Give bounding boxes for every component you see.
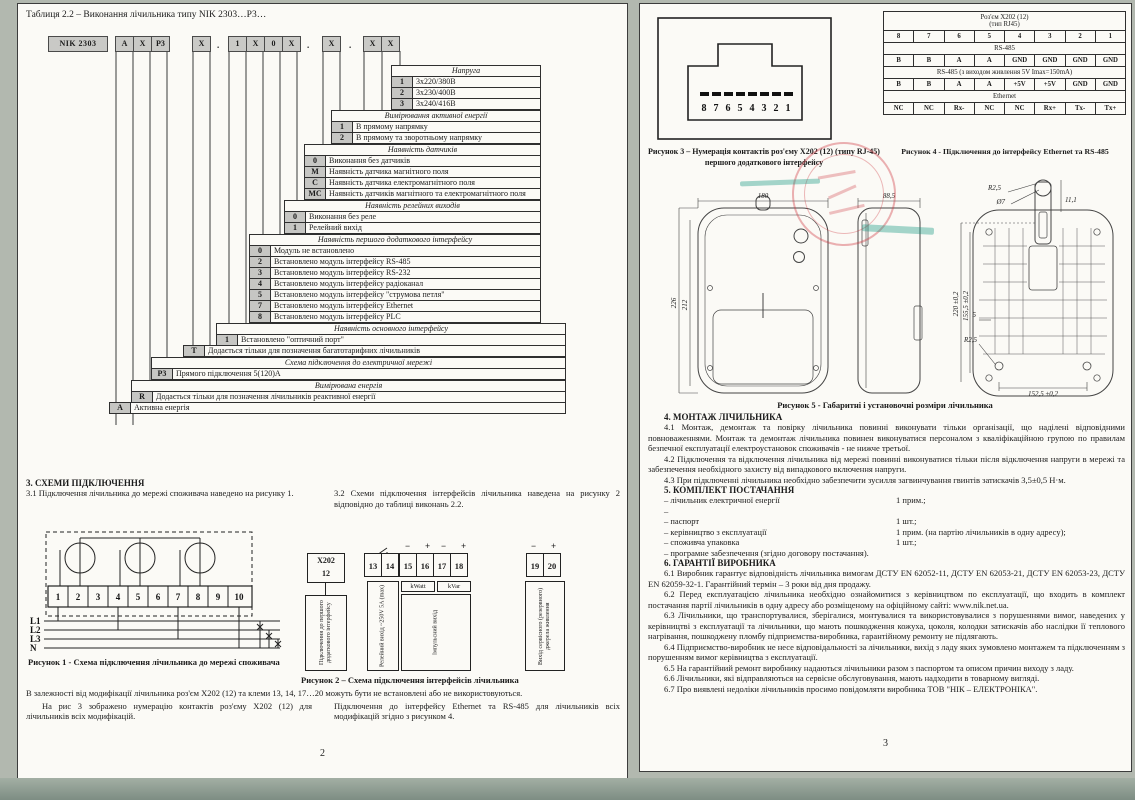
row-desc: Прямого підключення 5(120)А <box>172 368 566 380</box>
supply-list-item <box>648 548 1125 559</box>
terminal-cell: 14 <box>381 553 399 577</box>
section-6-paragraph: 6.6 Лічильники, які відправляються на сервісне обслуговування, мають надходити в товарному вигляді. <box>664 673 1040 683</box>
note-col-1: На рис 3 зображено нумерацію контактів роз'єму Х202 (12) для лічильників всіх модифікацій. <box>26 700 312 721</box>
section-6-paragraph: 6.2 Перед експлуатацією лічильника необхідно ознайомитися з керівництвом по експлуатації, що входить в комплект постачання партії лічильників в одну адресу або розміщеному на офіційному сайті: www.nik.net.ua. <box>648 589 1125 610</box>
table-2-2-title: Таблиця 2.2 – Виконання лічильника типу NIK 2303…Р3… <box>26 10 267 20</box>
rs485-5v-value-cell: +5V <box>1034 78 1065 91</box>
rs485-5v-values-row <box>884 79 1126 91</box>
supply-list-item <box>648 527 1125 538</box>
row-desc: В прямому напрямку <box>352 121 541 133</box>
row-desc: Додається тільки для позначення лічильників реактивної енергії <box>152 391 566 403</box>
section-header: Напруга <box>391 65 541 77</box>
ethernet-value-cell: NC <box>1004 102 1035 115</box>
item-quantity: 1 прим.; <box>896 495 926 505</box>
row-desc: Встановлено модуль інтерфейсу PLC <box>270 311 541 323</box>
item-quantity: 1 шт.; <box>896 537 917 547</box>
rs485-5v-value-cell: GND <box>1095 78 1126 91</box>
row-code: А <box>109 402 131 414</box>
pin-number-cell: 5 <box>974 30 1005 43</box>
row-code: 1 <box>284 222 306 234</box>
svg-text:L2: L2 <box>30 625 41 635</box>
minus-sign: − <box>441 541 447 551</box>
plus-sign: + <box>551 541 557 551</box>
kvar-label: kVar <box>437 581 471 592</box>
rj45-connector-figure <box>656 16 834 142</box>
row-code: Р3 <box>151 368 173 380</box>
terminal-cell: 16 <box>416 553 434 577</box>
row-code: 5 <box>249 289 271 301</box>
model-code-box: NIK 2303 <box>48 36 108 52</box>
impulse-terminals <box>400 553 468 577</box>
section-multitariff-marker <box>183 345 566 357</box>
x202-pinout-table <box>884 12 1126 115</box>
svg-text:Ø7: Ø7 <box>996 198 1005 206</box>
svg-text:3: 3 <box>95 592 101 602</box>
item-dash: – <box>664 516 669 526</box>
terminal-cell: 18 <box>450 553 468 577</box>
type-code-cell: А <box>115 36 134 52</box>
pin-number-cell: 2 <box>1065 30 1096 43</box>
section-header: Вимірювання активної енергії <box>331 110 541 122</box>
page-number-3: 3 <box>883 738 888 749</box>
section-header: Схема підключення до електричної мережі <box>151 357 566 369</box>
figure-1-wiring-diagram <box>28 530 296 667</box>
svg-text:11,1: 11,1 <box>1065 196 1077 204</box>
svg-text:5: 5 <box>737 103 743 114</box>
svg-text:R2,5: R2,5 <box>987 184 1001 192</box>
type-code-group-1 <box>116 36 170 52</box>
section-6-paragraph: 6.4 Підприємство-виробник не несе відповідальності за лічильники, вихід з ладу яких зумовлено монтажем та підключенням з порушенням вимог керівництва з експлуатації. <box>648 641 1125 662</box>
type-code-cell: Х <box>133 36 152 52</box>
svg-text:7: 7 <box>713 103 719 114</box>
type-row <box>284 222 541 234</box>
section-5-heading: 5. КОМПЛЕКТ ПОСТАЧАННЯ <box>664 485 795 495</box>
row-desc: В прямому та зворотньому напрямку <box>352 132 541 144</box>
svg-text:9: 9 <box>215 592 221 602</box>
section-3-connection-schemes <box>26 478 620 509</box>
row-desc: Встановлено модуль інтерфейсу RS-232 <box>270 267 541 279</box>
svg-text:N: N <box>30 643 37 652</box>
ethernet-value-cell: NC <box>974 102 1005 115</box>
row-code: 2 <box>391 87 413 99</box>
svg-text:4: 4 <box>749 103 755 114</box>
type-code-cell: 1 <box>228 36 247 52</box>
page-number-2: 2 <box>320 748 325 759</box>
type-row <box>151 368 566 380</box>
code-separator-dot: . <box>307 40 310 50</box>
row-code: МС <box>304 188 326 200</box>
section-4-paragraph: 4.3 При підключенні лічильника необхідно забезпечити зусилля загвинчування гвинтів затискачів 3,5±0,5 Н·м. <box>664 474 1066 485</box>
wire <box>325 583 326 595</box>
ethernet-value-cell: Tx+ <box>1095 102 1126 115</box>
svg-text:1: 1 <box>55 592 61 602</box>
relay-terminals <box>365 553 399 577</box>
rs485-value-cell: GND <box>1065 54 1096 67</box>
row-code: 7 <box>249 300 271 312</box>
plus-sign: + <box>461 541 467 551</box>
row-desc: Виконання без реле <box>305 211 541 223</box>
type-code-group-3 <box>229 36 301 52</box>
ethernet-value-cell: Tx- <box>1065 102 1096 115</box>
rs485-value-cell: GND <box>1034 54 1065 67</box>
item-label: лічильник електричної енергії <box>670 495 780 505</box>
item-quantity: 1 прим. (на партію лічильників в одну адресу); <box>896 526 1066 537</box>
section-3-heading: 3. СХЕМИ ПІДКЛЮЧЕННЯ <box>26 478 145 488</box>
row-code: 8 <box>249 311 271 323</box>
type-row <box>391 98 541 110</box>
row-code: 3 <box>249 267 271 279</box>
rs485-5v-value-cell: A <box>974 78 1005 91</box>
figure-4-caption: Рисунок 4 - Підключення до інтерфейсу Ethernet та RS-485 <box>901 147 1109 156</box>
scanned-page-2 <box>17 3 628 781</box>
type-row <box>183 345 566 357</box>
power-terminals <box>527 553 561 577</box>
pinout-title-line2: (тип RJ45) <box>989 21 1020 28</box>
code-separator-dot: . <box>217 40 220 50</box>
svg-text:152,5 ±0,2: 152,5 ±0,2 <box>1027 390 1059 398</box>
row-desc: 3х230/400В <box>412 87 541 99</box>
x202-label: X202 <box>317 556 335 565</box>
item-dash: – <box>664 495 669 505</box>
rs485-values-row <box>884 55 1126 67</box>
type-code-cell: Х <box>322 36 341 52</box>
type-row <box>249 311 541 323</box>
item-label: програмне забезпечення (згідно договору постачання). <box>670 547 869 558</box>
section-header: Наявність основного інтерфейсу <box>216 323 566 335</box>
relay-contact-icon <box>367 543 391 552</box>
type-code-cell: Х <box>282 36 301 52</box>
pin-number-cell: 3 <box>1034 30 1065 43</box>
type-designation-sections <box>109 65 566 414</box>
rs485-5v-value-cell: B <box>883 78 914 91</box>
row-code: 3 <box>391 98 413 110</box>
scanned-page-3 <box>639 3 1132 772</box>
ethernet-value-cell: NC <box>883 102 914 115</box>
supply-list-item <box>648 495 1125 506</box>
code-separator-dot: . <box>349 40 352 50</box>
section-6-paragraph: 6.3 Лічильники, що транспортувалися, зберігалися, монтувалися та використовувалися з порушеннями вимог, наведених у керівництві з експлуатації та лічильники, що мають пошкодження кожуха, цоколя, колодки затискачів або наслідки її теплового нагрівання, пошкоджену пломбу підприємства-виробника, гарантійному ремонту не підлягають. <box>648 610 1125 641</box>
row-code: 2 <box>331 132 353 144</box>
svg-text:2: 2 <box>75 592 81 602</box>
item-label: керівництво з експлуатації <box>670 526 767 537</box>
row-code: 1 <box>331 121 353 133</box>
section-header: Вимірювана енергія <box>131 380 566 392</box>
item-label: споживча упаковка <box>670 537 740 547</box>
section-sensors <box>304 144 541 200</box>
svg-text:3: 3 <box>761 103 767 114</box>
row-desc: Додається тільки для позначення багатотарифних лічильників <box>204 345 566 357</box>
pin-number-cell: 1 <box>1095 30 1126 43</box>
service-power-label: Вихід сервісного (резервного) джерела живлення <box>525 581 565 671</box>
ethernet-value-cell: Rx- <box>944 102 975 115</box>
section-active-energy <box>109 402 566 414</box>
item-quantity: 1 шт.; <box>896 516 917 526</box>
ethernet-values-row <box>884 103 1126 115</box>
rs485-value-cell: GND <box>1004 54 1035 67</box>
type-code-cell: Х <box>363 36 382 52</box>
rs485-5v-value-cell: A <box>944 78 975 91</box>
row-code: 2 <box>249 256 271 268</box>
pin-numbers-row <box>884 31 1126 43</box>
row-code: 4 <box>249 278 271 290</box>
rs485-value-cell: GND <box>1095 54 1126 67</box>
row-code: М <box>304 166 326 178</box>
section-4-paragraph: 4.1 Монтаж, демонтаж та повірку лічильника повинні виконувати тільки організації, що наділені відповідними повноваженнями. Монтаж та демонтаж лічильника повинен виконуватися персоналом з кваліфікаційною групою по правилам безпечної експлуатації електроустановок споживачів - не нижче третьої. <box>648 422 1125 453</box>
row-code: R <box>131 391 153 403</box>
type-row <box>109 402 566 414</box>
scanner-bed-strip <box>0 778 1135 800</box>
supply-list-item <box>648 516 1125 527</box>
section-first-additional-interface <box>249 234 541 323</box>
type-code-group-4 <box>323 36 341 52</box>
type-code-cell: Р3 <box>151 36 170 52</box>
type-row <box>304 188 541 200</box>
type-code-group-5 <box>364 36 400 52</box>
modification-notes <box>26 688 620 722</box>
rs485-label-row: RS-485 <box>883 42 1126 55</box>
section-main-interface <box>216 323 566 346</box>
rs485-5v-value-cell: +5V <box>1004 78 1035 91</box>
svg-text:155,5 ±0,2: 155,5 ±0,2 <box>962 290 970 322</box>
note-para-1: В залежності від модифікації лічильника роз'єм Х202 (12) та клеми 13, 14, 17…20 можуть бути не встановлені або не використовуються. <box>26 688 523 698</box>
figure-2-interfaces-diagram <box>301 525 613 690</box>
first-interface-connection-label: Підключення до першого додаткового інтерфейсу <box>305 595 347 671</box>
type-row <box>331 132 541 144</box>
item-dash: – <box>664 537 669 547</box>
svg-text:4: 4 <box>115 592 121 602</box>
svg-text:1: 1 <box>785 103 791 114</box>
row-code: С <box>304 177 326 189</box>
section-header: Наявність першого додаткового інтерфейсу <box>249 234 541 246</box>
minus-sign: − <box>531 541 537 551</box>
item-dash: – <box>664 505 669 516</box>
rs485-5v-value-cell: GND <box>1065 78 1096 91</box>
item-dash: – <box>664 547 669 558</box>
section-6-heading: 6. ГАРАНТІЇ ВИРОБНИКА <box>664 558 776 568</box>
section-6-paragraph: 6.1 Виробник гарантує відповідність лічильника вимогам ДСТУ EN 62052-11, ДСТУ EN 62053-21, ДСТУ EN 62053-23, ДСТУ EN 62059-32-1. Гарантійний термін – 3 роки від дня продажу. <box>648 568 1125 589</box>
row-desc: Наявність датчика електромагнітного поля <box>325 177 541 189</box>
para-3-2: 3.2 Схеми підключення інтерфейсів лічильника наведена на рисунку 2 відповідно до таблиці виконань 2.2. <box>334 488 620 509</box>
section-connection-scheme <box>151 357 566 380</box>
section-header: Наявність релейних виходів <box>284 200 541 212</box>
right-page-text <box>648 412 1125 694</box>
row-desc: 3х240/416В <box>412 98 541 110</box>
plus-sign: + <box>425 541 431 551</box>
row-code: 1 <box>216 334 238 346</box>
section-relay-outputs <box>284 200 541 234</box>
section-voltage <box>391 65 541 110</box>
pin-number-cell: 6 <box>944 30 975 43</box>
row-desc: Виконання без датчиків <box>325 155 541 167</box>
svg-text:8: 8 <box>701 103 707 114</box>
row-desc: Встановлено "оптичний порт" <box>237 334 566 346</box>
x202-number: 12 <box>322 569 330 578</box>
row-desc: 3х220/380В <box>412 76 541 88</box>
figure-1-schematic <box>28 530 296 652</box>
minus-sign: − <box>405 541 411 551</box>
svg-text:R2,5: R2,5 <box>963 336 977 344</box>
row-code: 0 <box>249 245 271 257</box>
ethernet-value-cell: NC <box>913 102 944 115</box>
section-4-heading: 4. МОНТАЖ ЛІЧИЛЬНИКА <box>664 412 783 422</box>
row-desc: Встановлено модуль інтерфейсу радіоканал <box>270 278 541 290</box>
pin-number-cell: 8 <box>883 30 914 43</box>
svg-text:220 ±0,2: 220 ±0,2 <box>952 291 960 317</box>
figure-3-caption-line1: Рисунок 3 – Нумерація контактів роз'єму Х202 (12) (типу RJ-45) <box>648 147 880 156</box>
section-6-paragraph: 6.7 Про виявлені недоліки лічильників просимо повідомляти виробника ТОВ "НІК – ЕЛЕКТРОНІКА". <box>664 683 1038 694</box>
type-code-cell: Х <box>246 36 265 52</box>
item-label: паспорт <box>670 516 700 526</box>
row-code: 0 <box>304 155 326 167</box>
section-4-paragraph: 4.2 Підключення та відключення лічильника від мережі повинні виконуватися тільки після відключення напруги в мережі та забезпечення необхідного захисту від випадкового включення напруги. <box>648 453 1125 474</box>
terminal-cell: 19 <box>526 553 544 577</box>
row-desc: Релейний вихід <box>305 222 541 234</box>
type-code-cell: Х <box>192 36 211 52</box>
type-code-cell: 0 <box>264 36 283 52</box>
pinout-title <box>883 11 1126 31</box>
pinout-title-line1: Роз'єм Х202 (12) <box>980 14 1029 21</box>
svg-text:6: 6 <box>725 103 731 114</box>
row-desc: Модуль не встановлено <box>270 245 541 257</box>
row-desc: Активна енергія <box>130 402 566 414</box>
figure-2-caption: Рисунок 2 – Схема підключення інтерфейсів лічильника <box>301 675 519 685</box>
section-energy-direction <box>331 110 541 144</box>
item-dash: – <box>664 526 669 537</box>
row-desc: Встановлено модуль інтерфейсу RS-485 <box>270 256 541 268</box>
row-desc: Наявність датчика магнітного поля <box>325 166 541 178</box>
svg-text:8: 8 <box>195 592 201 602</box>
svg-text:2: 2 <box>773 103 779 114</box>
svg-text:5: 5 <box>972 311 976 319</box>
figure-1-caption: Рисунок 1 - Схема підключення лічильника до мережі споживача <box>28 657 280 667</box>
svg-text:180: 180 <box>757 192 769 200</box>
ethernet-value-cell: Rx+ <box>1034 102 1065 115</box>
row-desc: Встановлено модуль інтерфейсу Ethernet <box>270 300 541 312</box>
type-code-model-group <box>49 36 108 52</box>
terminal-cell: 13 <box>364 553 382 577</box>
terminal-cell: 17 <box>433 553 451 577</box>
rs485-5v-value-cell: B <box>913 78 944 91</box>
svg-text:L3: L3 <box>30 634 41 644</box>
supply-list-item <box>648 506 1125 517</box>
terminal-cell: 20 <box>543 553 561 577</box>
rs485-value-cell: B <box>913 54 944 67</box>
relay-output-label: Релейний вихід ~250V 5A (max) <box>367 581 399 671</box>
figure-5-caption: Рисунок 5 - Габаритні і установочні розміри лічильника <box>777 400 993 410</box>
rs485-5v-label-row: RS-485 (з виходом живлення 5V Imax=150mA) <box>883 66 1126 79</box>
pin-number-cell: 4 <box>1004 30 1035 43</box>
svg-text:6: 6 <box>155 592 161 602</box>
section-measured-energy <box>131 380 566 403</box>
row-desc: Встановлено модуль інтерфейсу "струмова петля" <box>270 289 541 301</box>
note-col-2: Підключення до інтерфейсу Ethernet та RS-485 для лічильників всіх модифікацій згідно з рисунком 4. <box>334 700 620 721</box>
type-code-cell: Х <box>381 36 400 52</box>
row-code: Т <box>183 345 205 357</box>
impulse-output-label: Імпульсний вихід <box>401 594 471 671</box>
pin-number-cell: 7 <box>913 30 944 43</box>
section-6-paragraph: 6.5 На гарантійний ремонт виробнику надаються лічильники разом з паспортом та описом причин виходу з ладу. <box>664 662 1074 673</box>
figure-3-caption-line2: першого додаткового інтерфейсу <box>704 157 824 167</box>
svg-text:226: 226 <box>670 297 678 309</box>
svg-text:212: 212 <box>681 299 689 311</box>
type-code-group-2 <box>193 36 211 52</box>
rs485-value-cell: A <box>944 54 975 67</box>
svg-text:5: 5 <box>135 592 141 602</box>
para-3-1: 3.1 Підключення лічильника до мережі споживача наведено на рисунку 1. <box>26 488 294 498</box>
svg-text:7: 7 <box>175 592 181 602</box>
rs485-value-cell: A <box>974 54 1005 67</box>
svg-text:10: 10 <box>234 592 244 602</box>
section-header: Наявність датчиків <box>304 144 541 156</box>
rs485-value-cell: B <box>883 54 914 67</box>
x202-connector-box <box>307 553 345 583</box>
kwatt-label: kWatt <box>401 581 435 592</box>
row-desc: Наявність датчиків магнітного та електромагнітного поля <box>325 188 541 200</box>
terminal-cell: 15 <box>399 553 417 577</box>
svg-text:L1: L1 <box>30 616 41 626</box>
row-code: 0 <box>284 211 306 223</box>
ethernet-label-row: Ethernet <box>883 90 1126 103</box>
svg-text:88,5: 88,5 <box>882 192 896 200</box>
row-code: 1 <box>391 76 413 88</box>
supply-list-item <box>648 537 1125 548</box>
